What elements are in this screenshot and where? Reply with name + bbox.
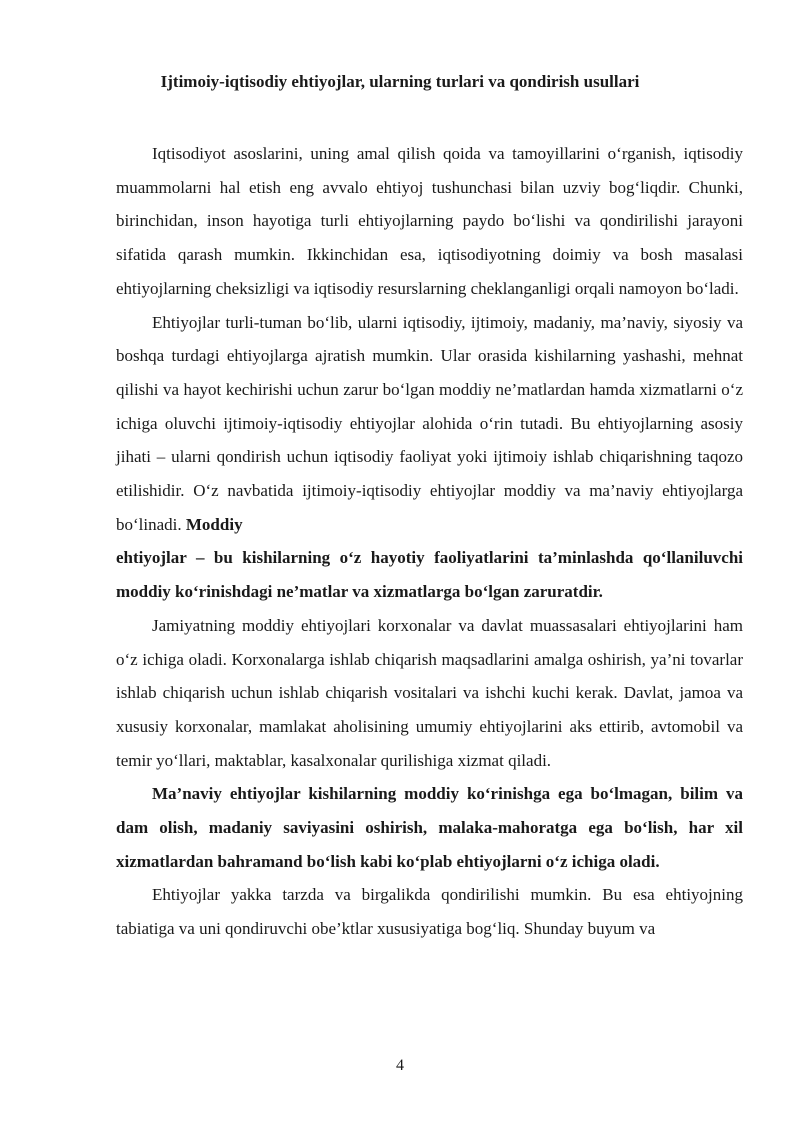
paragraph-2-bold-lead: Moddiy bbox=[185, 514, 243, 534]
paragraph-5-definition: Ma’naviy ehtiyojlar kishilarning moddiy ko‘rinishga ega bo‘lmagan, bilim va dam olish, madaniy saviyasini oshirish, malaka-mahoratga ega bo‘lish, har xil xizmatlardan bahramand bo‘lish kabi ko‘plab ehtiyojlarni o‘z ichiga oladi. bbox=[116, 784, 743, 871]
page-number: 4 bbox=[396, 1057, 404, 1074]
page-title: Ijtimoiy-iqtisodiy ehtiyojlar, ularning turlari va qondirish usullari bbox=[160, 72, 640, 91]
paragraph-3-definition: ehtiyojlar – bu kishilarning o‘z hayotiy faoliyatlarini ta’minlashda qo‘llaniluvchi moddiy ko‘rinishdagi ne’matlar va xizmatlarga bo‘lgan zaruratdir. bbox=[116, 548, 743, 602]
paragraph-2-text: Ehtiyojlar turli-tuman bo‘lib, ularni iqtisodiy, ijtimoiy, madaniy, ma’naviy, siyosiy va boshqa turdagi ehtiyojlarga ajratish mumkin. Ular orasida kishilarning yashashi, mehnat qilishi va hayot kechirishi uchun zarur bo‘lgan moddiy ne’matlardan hamda xizmatlarni o‘z ichiga oluvchi ijtimoiy-iqtisodiy ehtiyojlar alohida o‘rin tutadi. Bu ehtiyojlarning asosiy jihati – ularni qondirish uchun iqtisodiy faoliyat yoki ijtimoiy ishlab chiqarishning taqozo etilishidir. O‘z navbatida ijtimoiy-iqtisodiy ehtiyojlar moddiy va ma’naviy ehtiyojlarga bo‘linadi. bbox=[116, 312, 743, 534]
paragraph-4: Jamiyatning moddiy ehtiyojlari korxonalar va davlat muassasalari ehtiyojlarini ham o‘z ichiga oladi. Korxonalarga ishlab chiqarish maqsadlarini amalga oshirish, ya’ni tovarlar ishlab chiqarish uchun ishlab chiqarish vositalari va ishchi kuchi kerak. Davlat, jamoa va xususiy korxonalar, mamlakat aholisining umumiy ehtiyojlarini aks ettirib, avtomobil va temir yo‘llari, maktablar, kasalxonalar qurilishiga xizmat qiladi. bbox=[116, 615, 743, 770]
paragraph-2 bbox=[116, 306, 743, 542]
body-text bbox=[116, 137, 743, 946]
paragraph-1: Iqtisodiyot asoslarini, uning amal qilish qoida va tamoyillarini o‘rganish, iqtisodiy muammolarni hal etish eng avvalo ehtiyoj tushunchasi bilan uzviy bog‘liqdir. Chunki, birinchidan, inson hayotiga turli ehtiyojlarning paydo bo‘lishi va qondirilishi jarayoni sifatida qarash mumkin. Ikkinchidan esa, iqtisodiyotning doimiy va bosh masalasi ehtiyojlarning cheksizligi va iqtisodiy resurslarning cheklanganligi orqali namoyon bo‘ladi. bbox=[116, 144, 743, 298]
paragraph-6: Ehtiyojlar yakka tarzda va birgalikda qondirilishi mumkin. Bu esa ehtiyojning tabiatiga va uni qondiruvchi obe’ktlar xususiyatiga bog‘liq. Shunday buyum va bbox=[116, 885, 743, 939]
